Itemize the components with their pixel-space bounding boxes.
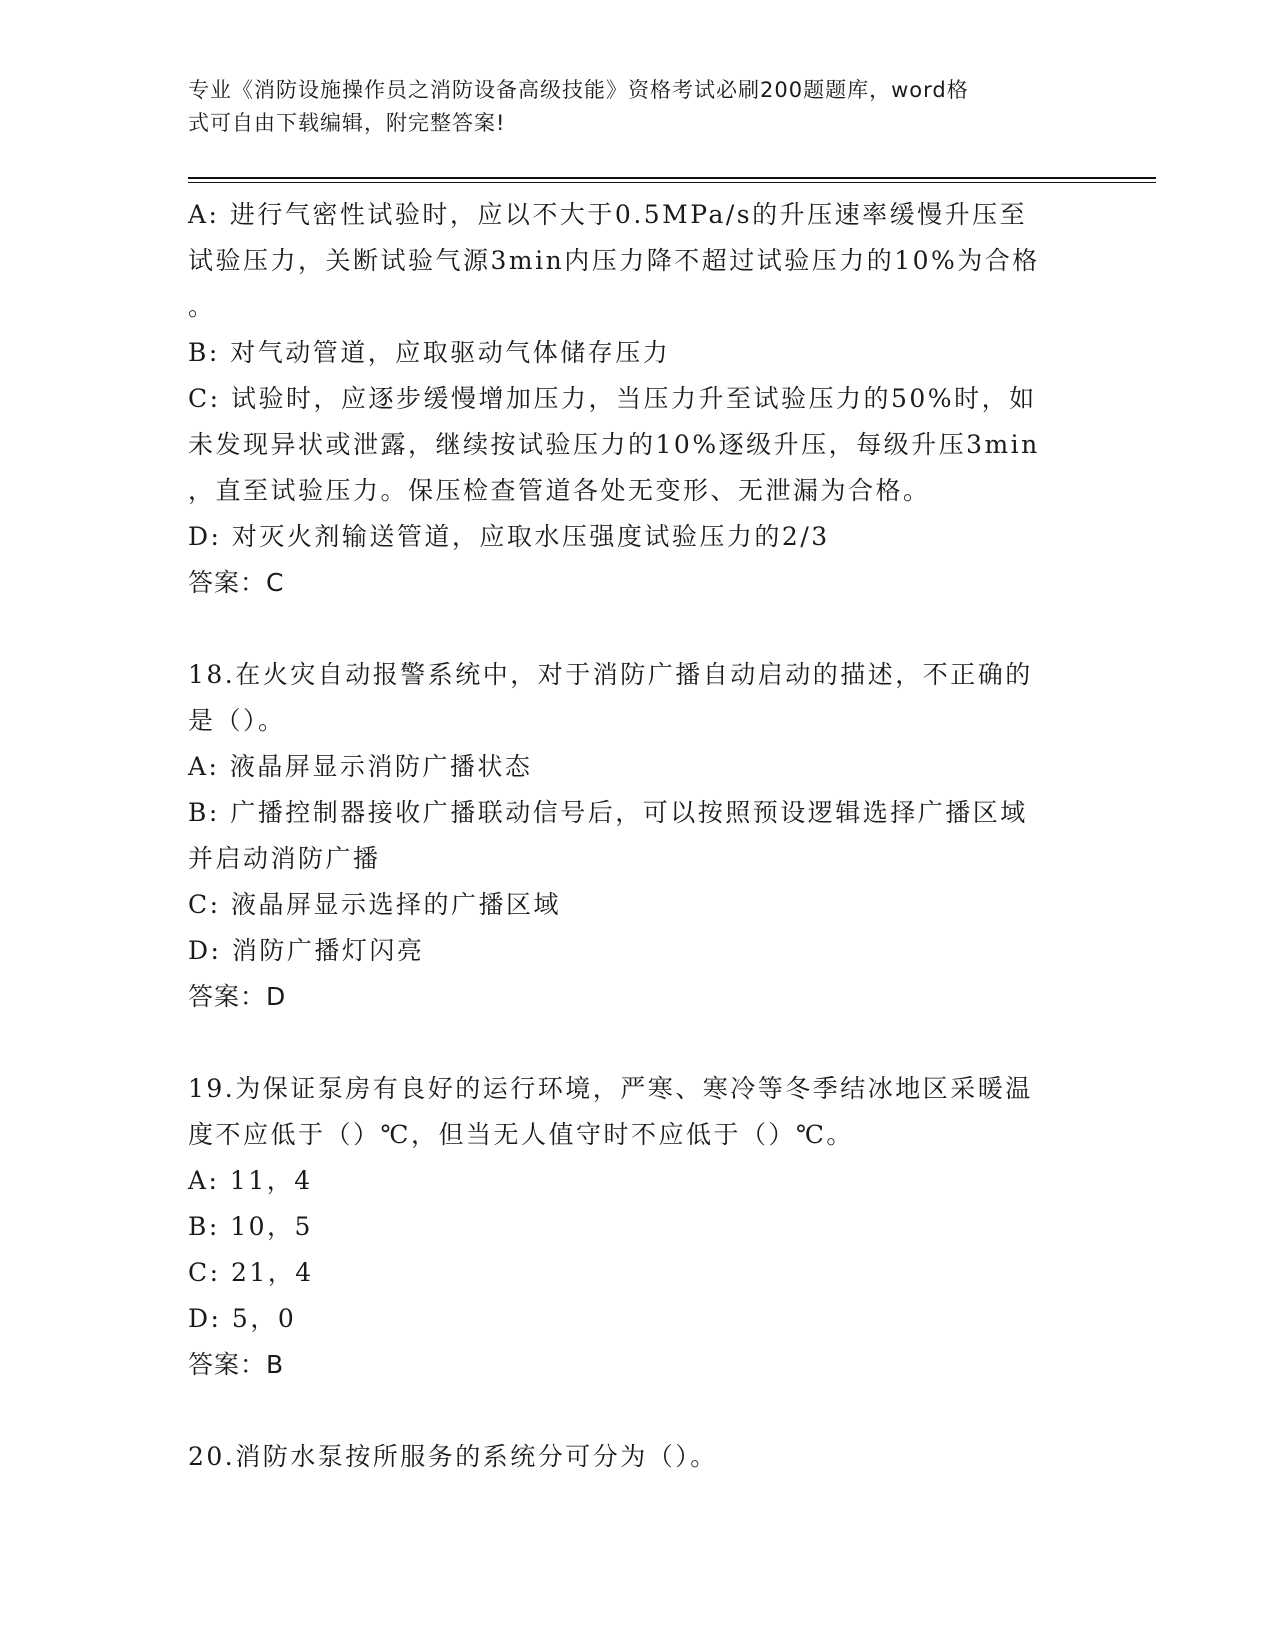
option-a: A: 液晶屏显示消防广播状态 bbox=[188, 752, 533, 781]
question-list bbox=[188, 192, 1088, 1480]
question-19-block bbox=[188, 1066, 1088, 1388]
question-spacer bbox=[188, 606, 1088, 652]
option-a-line-2: 试验压力，关断试验气源3min内压力降不超过试验压力的10%为合格 bbox=[188, 246, 1040, 275]
option-c: C: 液晶屏显示选择的广播区域 bbox=[188, 890, 561, 919]
question-stem-line-1: 18.在火灾自动报警系统中，对于消防广播自动启动的描述，不正确的 bbox=[188, 660, 1033, 689]
answer-label: 答案：C bbox=[188, 568, 285, 597]
answer-label: 答案：B bbox=[188, 1350, 285, 1379]
question-18-block bbox=[188, 652, 1088, 1020]
option-c: C: 21，4 bbox=[188, 1258, 314, 1287]
option-d: D: 5，0 bbox=[188, 1304, 297, 1333]
header-line-2: 式可自由下载编辑，附完整答案! bbox=[188, 111, 506, 135]
document-header bbox=[188, 74, 1068, 140]
option-c-line-1: C: 试验时，应逐步缓慢增加压力，当压力升至试验压力的50%时，如 bbox=[188, 384, 1037, 413]
option-a-line-3: 。 bbox=[188, 292, 216, 321]
question-17-block bbox=[188, 192, 1088, 606]
option-b: B: 对气动管道，应取驱动气体储存压力 bbox=[188, 338, 671, 367]
header-divider-thin bbox=[188, 182, 1156, 183]
option-a-line-1: A: 进行气密性试验时，应以不大于0.5MPa/s的升压速率缓慢升压至 bbox=[188, 200, 1028, 229]
answer-label: 答案：D bbox=[188, 982, 287, 1011]
question-spacer bbox=[188, 1020, 1088, 1066]
question-stem-line-2: 是（）。 bbox=[188, 706, 286, 735]
header-divider-thick bbox=[188, 177, 1156, 179]
option-c-line-2: 未发现异状或泄露，继续按试验压力的10%逐级升压，每级升压3min bbox=[188, 430, 1040, 459]
question-spacer bbox=[188, 1388, 1088, 1434]
option-d: D: 消防广播灯闪亮 bbox=[188, 936, 425, 965]
question-20-block bbox=[188, 1434, 1088, 1480]
option-d: D: 对灭火剂输送管道，应取水压强度试验压力的2/3 bbox=[188, 522, 830, 551]
option-a: A: 11，4 bbox=[188, 1166, 313, 1195]
option-b-line-2: 并启动消防广播 bbox=[188, 844, 381, 873]
question-stem-line-1: 19.为保证泵房有良好的运行环境，严寒、寒冷等冬季结冰地区采暖温 bbox=[188, 1074, 1033, 1103]
option-b: B: 10，5 bbox=[188, 1212, 313, 1241]
header-line-1: 专业《消防设施操作员之消防设备高级技能》资格考试必刷200题题库，word格 bbox=[188, 78, 969, 102]
option-c-line-3: ，直至试验压力。保压检查管道各处无变形、无泄漏为合格。 bbox=[188, 476, 931, 505]
question-stem-line-1: 20.消防水泵按所服务的系统分可分为（）。 bbox=[188, 1442, 718, 1471]
option-b-line-1: B: 广播控制器接收广播联动信号后，可以按照预设逻辑选择广播区域 bbox=[188, 798, 1028, 827]
question-stem-line-2: 度不应低于（）℃，但当无人值守时不应低于（）℃。 bbox=[188, 1120, 854, 1149]
